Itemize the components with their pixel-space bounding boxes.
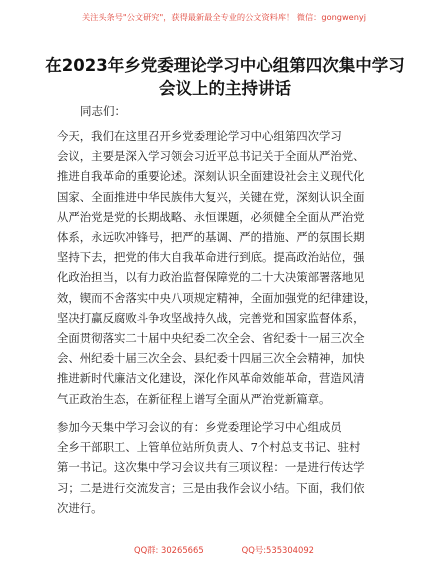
paragraph-line: 化政治担当，以有力政治监督保障党的二十大决策部署落地见 xyxy=(57,270,365,285)
paragraph-line: 会、州纪委十届三次全会、县纪委十四届三次全会精神，加快 xyxy=(57,351,365,366)
paragraph-line: 坚决打赢反腐败斗争攻坚战持久战，完善党和国家监督体系， xyxy=(57,310,365,325)
paragraph-line: 气正政治生态，在新征程上谱写全面从严治党新篇章。 xyxy=(57,391,331,406)
paragraph-line: 习；二是进行交流发言；三是由我作会议小结。下面，我们依 xyxy=(57,480,365,495)
paragraph-line: 推进新时代廉洁文化建设，深化作风革命效能革命，营造风清 xyxy=(57,371,365,386)
paragraph-line: 坚持下去，把党的伟大自我革命进行到底。提高政治站位，强 xyxy=(57,250,365,265)
paragraph-line: 从严治党是党的长期战略、永恒课题，必须健全全面从严治党 xyxy=(57,209,365,224)
footer-contact xyxy=(0,544,448,556)
paragraph-line: 全面贯彻落实二十届中央纪委二次全会、省纪委十一届三次全 xyxy=(57,331,365,346)
paragraph-line: 推进自我革命的重要论述。深刻认识全面建设社会主义现代化 xyxy=(57,169,365,184)
paragraph-line: 次进行。 xyxy=(57,500,103,515)
paragraph-line: 体系，永远吹冲锋号，把严的基调、严的措施、严的氛围长期 xyxy=(57,230,365,245)
paragraph-line: 国家、全面推进中华民族伟大复兴，关键在党，深刻认识全面 xyxy=(57,189,365,204)
paragraph-attendees xyxy=(57,417,391,518)
paragraph-line: 效，锲而不舍落实中央八项规定精神，全面加强党的纪律建设， xyxy=(57,290,376,305)
document-title: 在2023年乡党委理论学习中心组第四次集中学习会议上的主持讲话 xyxy=(45,56,405,98)
salutation: 同志们： xyxy=(80,104,126,118)
paragraph-line: 参加今天集中学习会议的有：乡党委理论学习中心组成员 xyxy=(57,420,342,434)
paragraph-intro xyxy=(57,126,391,409)
footer-qq-group: QQ群: 30265665 xyxy=(133,545,204,555)
paragraph-line: 今天，我们在这里召开乡党委理论学习中心组第四次学习 xyxy=(57,129,342,143)
footer-qq: QQ号:535304092 xyxy=(241,545,314,555)
paragraph-line: 第一书记。这次集中学习会议共有三项议程：一是进行传达学 xyxy=(57,460,365,475)
header-banner: 关注头条号"公文研究"，获得最新最全专业的公文资料库！ 微信：gongwenyj xyxy=(81,12,367,22)
paragraph-line: 会议，主要是深入学习领会习近平总书记关于全面从严治党、 xyxy=(57,149,365,164)
paragraph-line: 全乡干部职工、上管单位站所负责人、7个村总支书记、驻村 xyxy=(57,440,361,455)
